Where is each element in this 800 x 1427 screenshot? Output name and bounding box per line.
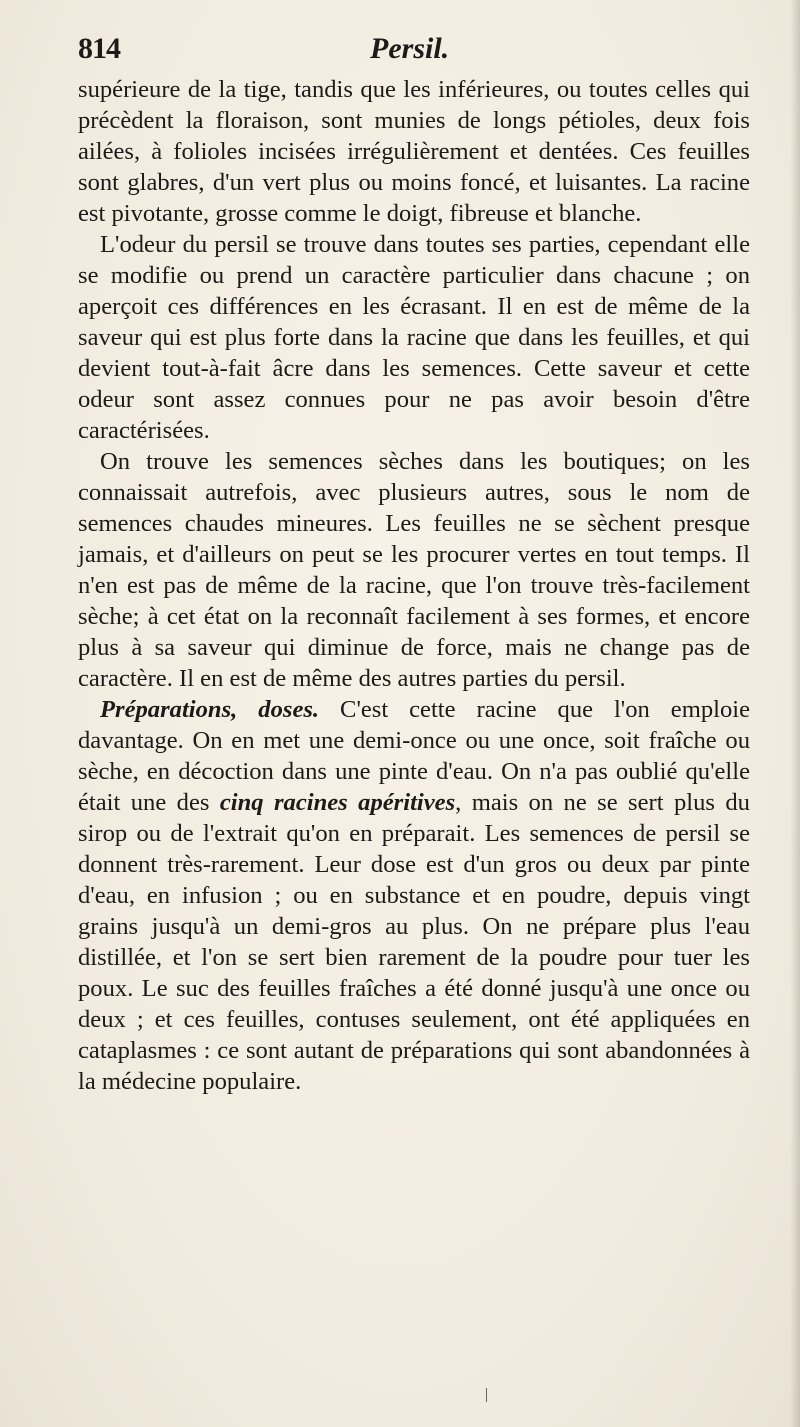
running-title: Persil. [370, 32, 450, 65]
print-speck [486, 1388, 487, 1402]
paragraph-1: supérieure de la tige, tandis que les inférieures, ou toutes celles qui précèdent la floraison, sont munies de longs pétioles, deux fois ailées, à folioles incisées irrégulièrement et dentées. Ces feuilles sont glabres, d'un vert plus ou moins foncé, et luisantes. La racine est pivotante, grosse comme le doigt, fibreuse et blanche. [78, 76, 750, 227]
paragraph-3: On trouve les semences sèches dans les boutiques; on les connaissait autrefois, avec plusieurs autres, sous le nom de semences chaudes mineures. Les feuilles ne se sèchent presque jamais, et d'ailleurs on peut se les procurer vertes en tout temps. Il n'en est pas de même de la racine, que l'on trouve très-facilement sèche; à cet état on la reconnaît facilement à ses formes, et encore plus à sa saveur qui diminue de force, mais ne change pas de caractère. Il en est de même des autres parties du persil. [78, 448, 750, 692]
page-header [78, 28, 750, 68]
body-text [78, 74, 750, 1097]
section-heading-preparations: Préparations, doses. [100, 696, 320, 723]
paragraph-4 [78, 694, 750, 1097]
paragraph-4-text-a: C'est cette racine que l'on emploie davantage. On en met une demi-once ou une once, soit fraîche ou sèche, en décoction dans une pinte d'eau. On n'a pas oublié qu'elle était une des [78, 696, 751, 816]
page-number: 814 [78, 32, 120, 65]
emphasis-cinq-racines: cinq racines apéritives [219, 789, 456, 816]
paragraph-2: L'odeur du persil se trouve dans toutes ses parties, cependant elle se modifie ou prend un caractère particulier dans chacune ; on aperçoit ces différences en les écrasant. Il en est de même de la saveur qui est plus forte dans la racine que dans les feuilles, et qui devient tout-à-fait âcre dans les semences. Cette saveur et cette odeur sont assez connues pour ne pas avoir besoin d'être caractérisées. [78, 231, 750, 444]
paragraph-4-text-b: , mais on ne se sert plus du sirop ou de l'extrait qu'on en préparait. Les semences de persil se donnent très-rarement. Leur dose est d'un gros ou deux par pinte d'eau, en infusion ; ou en substance et en poudre, depuis vingt grains jusqu'à un demi-gros au plus. On ne prépare plus l'eau distillée, et l'on se sert bien rarement de la poudre pour tuer les poux. Le suc des feuilles fraîches a été donné jusqu'à une once ou deux ; et ces feuilles, contuses seulement, ont été appliquées en cataplasmes : ce sont autant de préparations qui sont abandonnées à la médecine populaire. [78, 789, 750, 1095]
page-edge-shadow [790, 0, 800, 1427]
